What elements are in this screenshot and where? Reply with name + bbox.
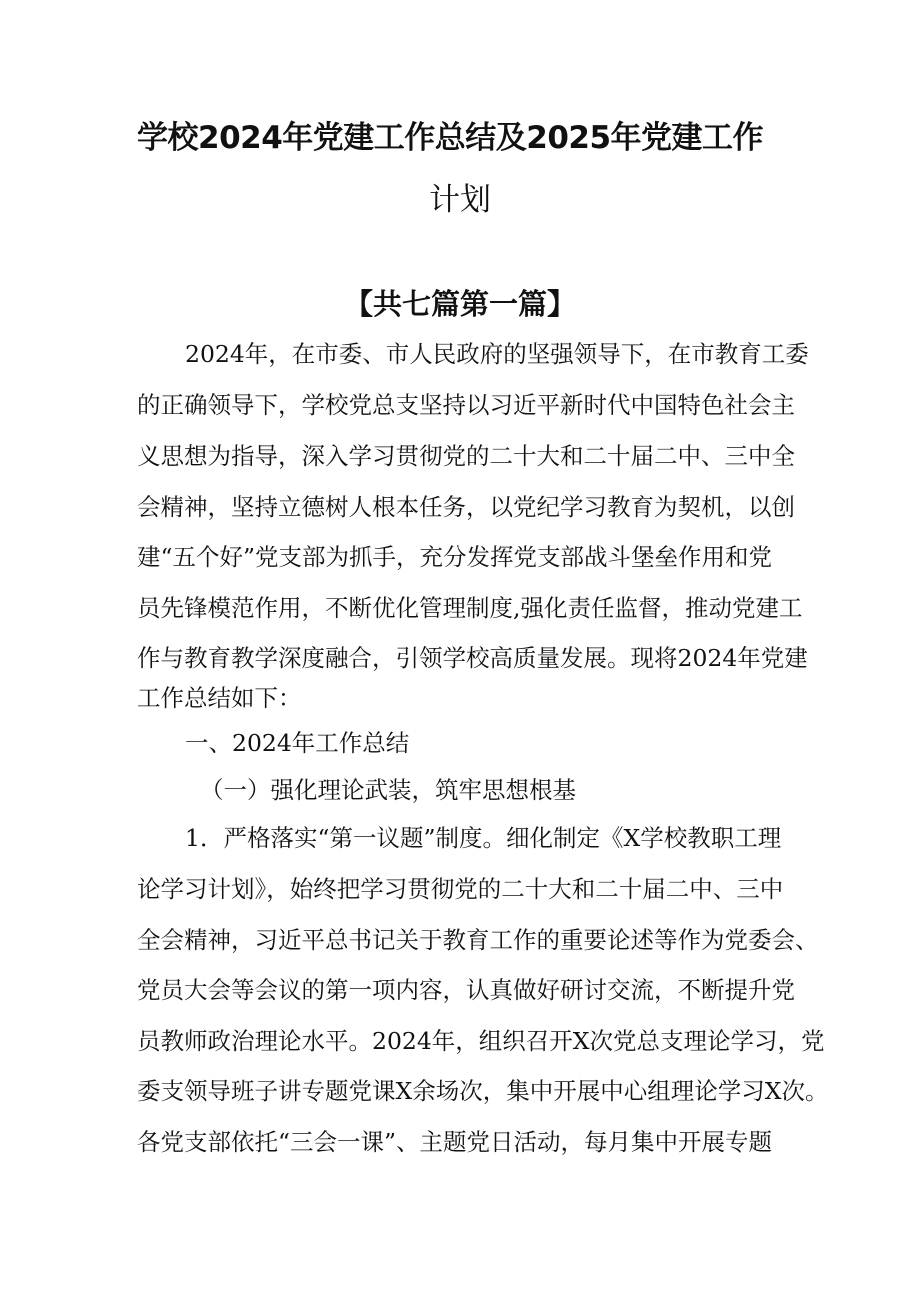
body-line: 2024年，在市委、市人民政府的坚强领导下，在市教育工委 <box>185 340 809 368</box>
body-line: 的正确领导下，学校党总支坚持以习近平新时代中国特色社会主 <box>137 391 795 419</box>
body-line: 作与教育教学深度融合，引领学校高质量发展。现将2024年党建 <box>137 644 808 672</box>
body-line: 员教师政治理论水平。2024年，组织召开X次党总支理论学习，党 <box>137 1027 825 1055</box>
body-line: 会精神，坚持立德树人根本任务，以党纪学习教育为契机，以创 <box>137 493 795 521</box>
section-heading: 一、2024年工作总结 <box>185 729 410 757</box>
body-line: 党员大会等会议的第一项内容，认真做好研讨交流，不断提升党 <box>137 976 795 1004</box>
body-line: 委支领导班子讲专题党课X余场次，集中开展中心组理论学习X次。 <box>137 1077 829 1105</box>
body-line: 全会精神，习近平总书记关于教育工作的重要论述等作为党委会、 <box>137 926 819 954</box>
body-line: 各党支部依托“三会一课”、主题党日活动，每月集中开展专题 <box>137 1128 773 1156</box>
body-line: 义思想为指导，深入学习贯彻党的二十大和二十届二中、三中全 <box>137 442 795 470</box>
document-subtitle: 【共七篇第一篇】 <box>343 287 576 321</box>
body-line: 论学习计划》，始终把学习贯彻党的二十大和二十届二中、三中 <box>137 875 784 903</box>
body-line: 1．严格落实“第一议题”制度。细化制定《X学校教职工理 <box>185 824 782 852</box>
document-title-line-1: 学校2024年党建工作总结及2025年党建工作 <box>137 120 764 156</box>
subsection-heading: （一）强化理论武装，筑牢思想根基 <box>200 776 576 804</box>
document-title-line-2: 计划 <box>429 182 491 218</box>
body-line: 工作总结如下： <box>137 684 302 712</box>
body-line: 建“五个好”党支部为抓手，充分发挥党支部战斗堡垒作用和党 <box>137 543 773 571</box>
body-line: 员先锋模范作用，不断优化管理制度,强化责任监督，推动党建工 <box>137 594 803 622</box>
